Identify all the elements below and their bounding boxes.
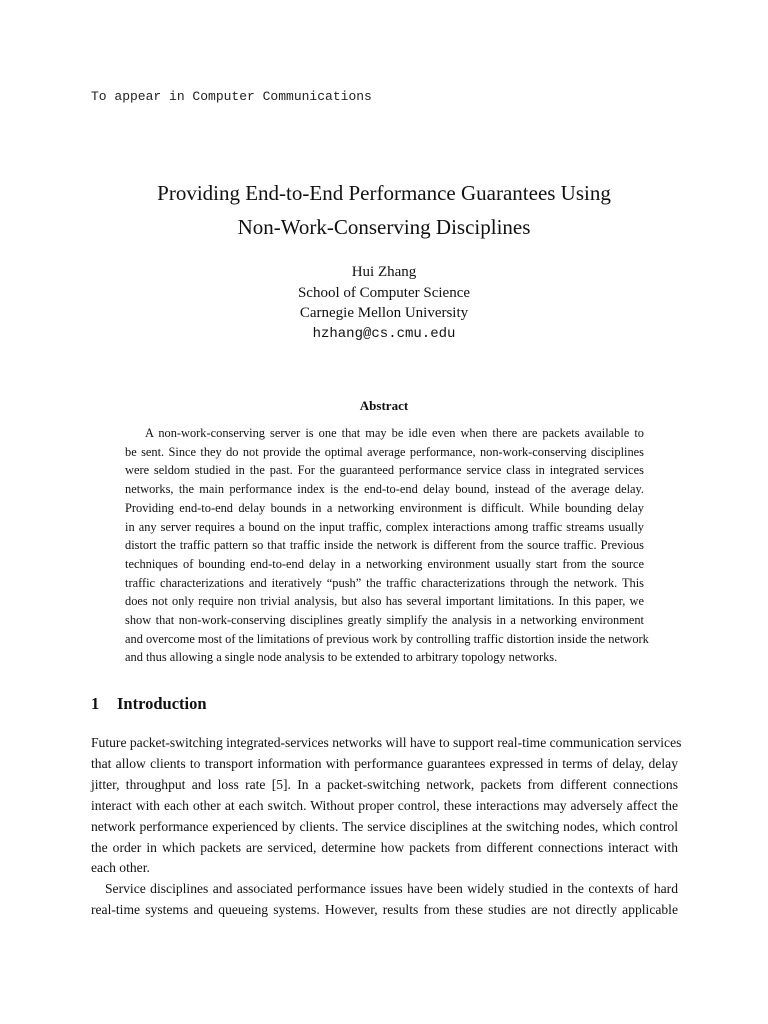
abstract-line: and thus allowing a single node analysis to be extended to arbitrary topology networks.: [125, 650, 558, 665]
body-line: that allow clients to transport information with performance guarantees expressed in terms of delay, delay: [91, 755, 678, 771]
body-line: Service disciplines and associated performance issues have been widely studied in the contexts of hard: [105, 881, 678, 897]
abstract-line: show that non-work-conserving disciplines greatly simplify the analysis in a networking environment: [125, 613, 644, 628]
abstract-line: be sent. Since they do not provide the optimal average performance, non-work-conserving disciplines: [125, 444, 644, 459]
title-line-2: Non-Work-Conserving Disciplines: [237, 215, 531, 239]
abstract-text: [125, 424, 649, 667]
body-line: real-time systems and queueing systems. However, results from these studies are not directly applicable: [91, 902, 678, 918]
body-line: Future packet-switching integrated-services networks will have to support real-time communication services: [91, 735, 682, 750]
section-title: Introduction: [117, 694, 207, 713]
abstract-line: A non-work-conserving server is one that may be idle even when there are packets available to: [145, 426, 644, 440]
abstract-line: Providing end-to-end delay bounds in a networking environment is difficult. While bounding delay: [125, 500, 644, 515]
author-email: hzhang@cs.cmu.edu: [312, 325, 456, 342]
abstract-line: were seldom studied in the past. For the guaranteed performance service class in integrated services: [125, 463, 644, 478]
abstract-line: distort the traffic pattern so that traffic inside the network is different from the source traffic. Previous: [125, 538, 644, 553]
section-number: 1: [91, 694, 100, 713]
author-university: Carnegie Mellon University: [299, 305, 469, 321]
abstract-heading: Abstract: [359, 398, 409, 413]
body-line: network performance experienced by clients. The service disciplines at the switching nodes, which control: [91, 818, 678, 834]
author-name: Hui Zhang: [351, 264, 417, 280]
abstract-line: traffic characterizations and iteratively “push” the traffic characterizations through the network. This: [125, 575, 644, 590]
body-text: [91, 733, 682, 921]
title-line-1: Providing End-to-End Performance Guarantees Using: [157, 181, 611, 205]
body-line: each other.: [91, 860, 150, 876]
body-line: jitter, throughput and loss rate [5]. In a packet-switching network, packets from different connections: [91, 776, 678, 792]
abstract-line: networks, the main performance index is the end-to-end delay bound, instead of the average delay.: [125, 482, 644, 497]
abstract-line: does not only require non trivial analysis, but also has several important limitations. In this paper, we: [125, 594, 644, 609]
section-heading: [91, 694, 207, 714]
publication-note: To appear in Computer Communications: [91, 89, 372, 104]
body-line: interact with each other at each switch. Without proper control, these interactions may adversely affect the: [91, 797, 678, 813]
author-department: School of Computer Science: [297, 284, 471, 301]
abstract-line: in any server requires a bound on the input traffic, complex interactions among traffic streams usually: [125, 519, 644, 534]
abstract-line: and overcome most of the limitations of previous work by controlling traffic distortion inside the network: [125, 631, 649, 646]
body-line: the order in which packets are serviced, determine how packets from different connections interact with: [91, 839, 678, 855]
paper-title: [0, 176, 768, 244]
author-block: [0, 262, 768, 344]
abstract-line: techniques of bounding end-to-end delay in a networking environment usually start from the source: [125, 556, 644, 571]
